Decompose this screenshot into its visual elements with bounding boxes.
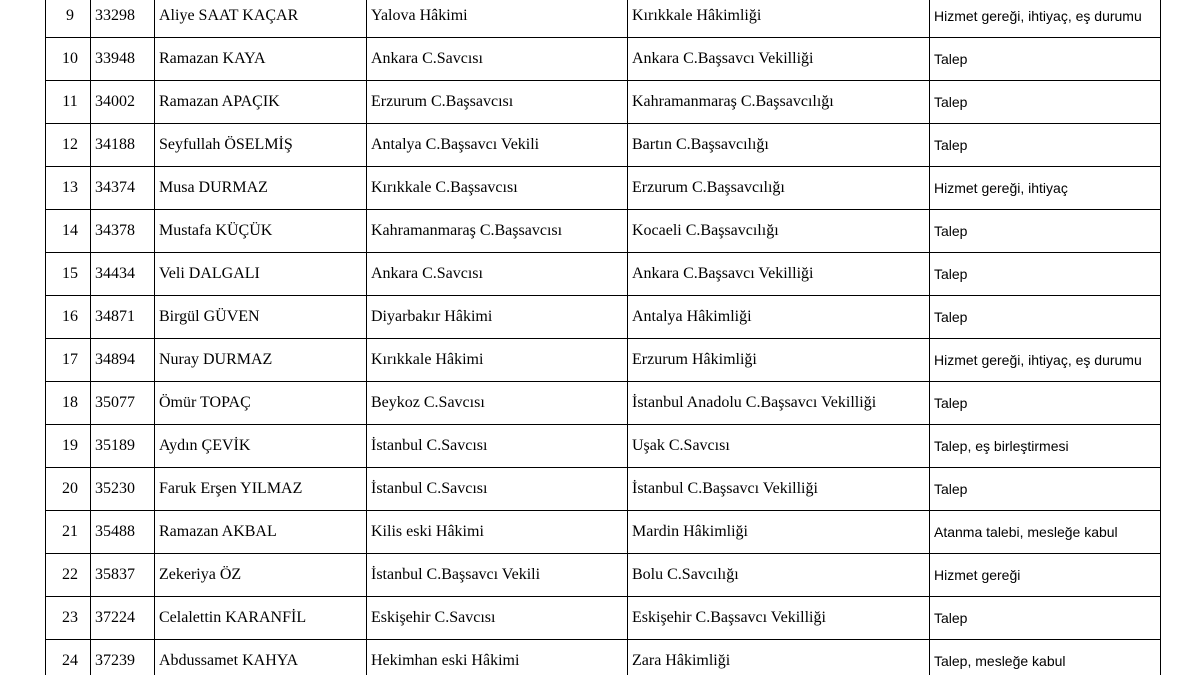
table-row [46,425,1161,468]
appointment-reason: Atanma talebi, mesleğe kabul [930,511,1161,554]
sicil-number: 34894 [91,339,155,382]
row-number: 19 [46,425,91,468]
table-row [46,597,1161,640]
person-name: Ömür TOPAÇ [155,382,367,425]
appointed-position: Ankara C.Başsavcı Vekilliği [628,253,930,296]
sicil-number: 35230 [91,468,155,511]
person-name: Seyfullah ÖSELMİŞ [155,124,367,167]
person-name: Ramazan KAYA [155,38,367,81]
row-number: 18 [46,382,91,425]
table-row [46,640,1161,675]
appointment-reason: Talep, mesleğe kabul [930,640,1161,675]
table-row [46,0,1161,38]
current-position: Kilis eski Hâkimi [367,511,628,554]
appointed-position: Kahramanmaraş C.Başsavcılığı [628,81,930,124]
person-name: Aydın ÇEVİK [155,425,367,468]
person-name: Mustafa KÜÇÜK [155,210,367,253]
person-name: Faruk Erşen YILMAZ [155,468,367,511]
table-row [46,81,1161,124]
sicil-number: 33298 [91,0,155,38]
row-number: 12 [46,124,91,167]
person-name: Aliye SAAT KAÇAR [155,0,367,38]
table-row [46,511,1161,554]
table-row [46,124,1161,167]
sicil-number: 35837 [91,554,155,597]
current-position: Yalova Hâkimi [367,0,628,38]
appointed-position: İstanbul Anadolu C.Başsavcı Vekilliği [628,382,930,425]
sicil-number: 33948 [91,38,155,81]
current-position: Kahramanmaraş C.Başsavcısı [367,210,628,253]
appointment-reason: Talep [930,382,1161,425]
row-number: 16 [46,296,91,339]
appointed-position: Zara Hâkimliği [628,640,930,675]
row-number: 14 [46,210,91,253]
person-name: Zekeriya ÖZ [155,554,367,597]
appointments-table [45,0,1161,675]
sicil-number: 35077 [91,382,155,425]
current-position: İstanbul C.Başsavcı Vekili [367,554,628,597]
table-row [46,38,1161,81]
appointed-position: İstanbul C.Başsavcı Vekilliği [628,468,930,511]
table-row [46,468,1161,511]
sicil-number: 35488 [91,511,155,554]
current-position: Kırıkkale C.Başsavcısı [367,167,628,210]
sicil-number: 34374 [91,167,155,210]
appointed-position: Kocaeli C.Başsavcılığı [628,210,930,253]
appointed-position: Kırıkkale Hâkimliği [628,0,930,38]
person-name: Musa DURMAZ [155,167,367,210]
table-row [46,296,1161,339]
sicil-number: 34188 [91,124,155,167]
appointment-reason: Talep [930,597,1161,640]
appointments-table-body [46,0,1161,675]
row-number: 10 [46,38,91,81]
appointment-reason: Hizmet gereği, ihtiyaç, eş durumu [930,339,1161,382]
sicil-number: 37224 [91,597,155,640]
appointed-position: Erzurum C.Başsavcılığı [628,167,930,210]
appointment-reason: Talep [930,124,1161,167]
person-name: Ramazan APAÇIK [155,81,367,124]
current-position: Erzurum C.Başsavcısı [367,81,628,124]
row-number: 20 [46,468,91,511]
current-position: Ankara C.Savcısı [367,38,628,81]
appointment-reason: Talep, eş birleştirmesi [930,425,1161,468]
appointment-reason: Hizmet gereği, ihtiyaç, eş durumu [930,0,1161,38]
appointment-reason: Talep [930,38,1161,81]
current-position: Diyarbakır Hâkimi [367,296,628,339]
current-position: Beykoz C.Savcısı [367,382,628,425]
appointed-position: Bolu C.Savcılığı [628,554,930,597]
appointed-position: Erzurum Hâkimliği [628,339,930,382]
table-row [46,210,1161,253]
appointment-reason: Hizmet gereği [930,554,1161,597]
appointed-position: Uşak C.Savcısı [628,425,930,468]
row-number: 23 [46,597,91,640]
current-position: İstanbul C.Savcısı [367,425,628,468]
current-position: Hekimhan eski Hâkimi [367,640,628,675]
person-name: Nuray DURMAZ [155,339,367,382]
sicil-number: 34378 [91,210,155,253]
sicil-number: 37239 [91,640,155,675]
appointed-position: Mardin Hâkimliği [628,511,930,554]
row-number: 22 [46,554,91,597]
row-number: 17 [46,339,91,382]
table-row [46,167,1161,210]
table-row [46,382,1161,425]
current-position: Antalya C.Başsavcı Vekili [367,124,628,167]
row-number: 13 [46,167,91,210]
table-row [46,339,1161,382]
person-name: Abdussamet KAHYA [155,640,367,675]
sicil-number: 35189 [91,425,155,468]
person-name: Veli DALGALI [155,253,367,296]
row-number: 24 [46,640,91,675]
row-number: 11 [46,81,91,124]
appointed-position: Ankara C.Başsavcı Vekilliği [628,38,930,81]
row-number: 21 [46,511,91,554]
table-row [46,253,1161,296]
appointed-position: Eskişehir C.Başsavcı Vekilliği [628,597,930,640]
sicil-number: 34434 [91,253,155,296]
current-position: Eskişehir C.Savcısı [367,597,628,640]
current-position: Ankara C.Savcısı [367,253,628,296]
person-name: Celalettin KARANFİL [155,597,367,640]
person-name: Birgül GÜVEN [155,296,367,339]
appointment-reason: Talep [930,468,1161,511]
appointed-position: Bartın C.Başsavcılığı [628,124,930,167]
appointment-reason: Talep [930,296,1161,339]
sicil-number: 34002 [91,81,155,124]
row-number: 15 [46,253,91,296]
appointment-reason: Talep [930,81,1161,124]
appointment-reason: Hizmet gereği, ihtiyaç [930,167,1161,210]
appointment-reason: Talep [930,253,1161,296]
table-row [46,554,1161,597]
current-position: İstanbul C.Savcısı [367,468,628,511]
row-number: 9 [46,0,91,38]
sicil-number: 34871 [91,296,155,339]
person-name: Ramazan AKBAL [155,511,367,554]
current-position: Kırıkkale Hâkimi [367,339,628,382]
appointment-reason: Talep [930,210,1161,253]
appointed-position: Antalya Hâkimliği [628,296,930,339]
